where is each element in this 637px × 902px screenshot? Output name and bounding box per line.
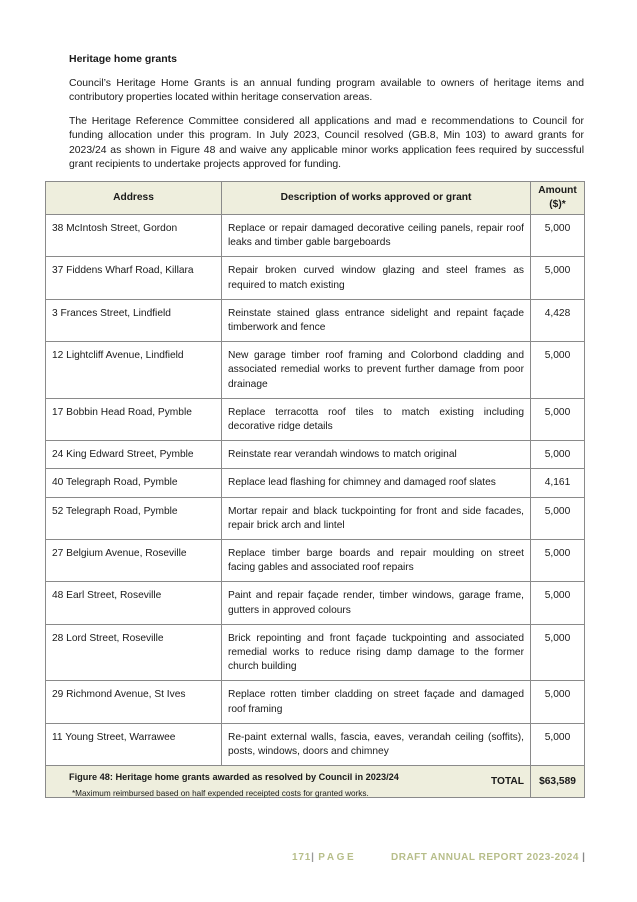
description-cell: Mortar repair and black tuckpointing for front and side facades, repair brick arch and lintel <box>222 497 531 539</box>
table-body <box>46 215 585 766</box>
description-cell: Brick repointing and front façade tuckpointing and associated remedial works to reduce rising damp damage to the former church building <box>222 624 531 681</box>
address-cell: 38 McIntosh Street, Gordon <box>46 215 222 257</box>
table-row <box>46 441 585 469</box>
table-row <box>46 469 585 497</box>
table-row <box>46 342 585 399</box>
page-number-footer <box>292 852 356 863</box>
address-cell: 24 King Edward Street, Pymble <box>46 441 222 469</box>
amount-cell: 5,000 <box>531 497 585 539</box>
amount-cell: 5,000 <box>531 398 585 440</box>
address-cell: 17 Bobbin Head Road, Pymble <box>46 398 222 440</box>
page-label: PAGE <box>318 852 357 863</box>
table-row <box>46 398 585 440</box>
description-cell: Reinstate stained glass entrance sidelight and repaint façade timberwork and fence <box>222 299 531 341</box>
description-cell: Replace or repair damaged decorative ceiling panels, repair roof leaks and timber gable bargeboards <box>222 215 531 257</box>
total-label: TOTAL <box>46 766 531 798</box>
address-cell: 11 Young Street, Warrawee <box>46 723 222 765</box>
report-title-footer <box>391 852 585 863</box>
table-row <box>46 681 585 723</box>
address-cell: 12 Lightcliff Avenue, Lindfield <box>46 342 222 399</box>
address-cell: 3 Frances Street, Lindfield <box>46 299 222 341</box>
report-separator: | <box>582 852 586 863</box>
table-header-row <box>46 182 585 215</box>
amount-cell: 5,000 <box>531 441 585 469</box>
table-row <box>46 257 585 299</box>
description-cell: Replace lead flashing for chimney and damaged roof slates <box>222 469 531 497</box>
amount-column-header: Amount ($)* <box>531 182 585 215</box>
address-cell: 37 Fiddens Wharf Road, Killara <box>46 257 222 299</box>
table-row <box>46 497 585 539</box>
address-cell: 52 Telegraph Road, Pymble <box>46 497 222 539</box>
table-row <box>46 582 585 624</box>
table-row <box>46 723 585 765</box>
table-row <box>46 215 585 257</box>
report-title: DRAFT ANNUAL REPORT 2023-2024 <box>391 852 579 863</box>
total-amount: $63,589 <box>531 766 585 798</box>
footnote: *Maximum reimbursed based on half expended receipted costs for granted works. <box>72 789 369 798</box>
address-cell: 28 Lord Street, Roseville <box>46 624 222 681</box>
description-column-header: Description of works approved or grant <box>222 182 531 215</box>
page-separator: | <box>311 852 315 863</box>
intro-paragraph: Council’s Heritage Home Grants is an annual funding program available to owners of heritage items and contributory properties located within heritage conservation areas. <box>69 78 584 104</box>
address-cell: 29 Richmond Avenue, St Ives <box>46 681 222 723</box>
description-cell: Replace terracotta roof tiles to match existing including decorative ridge details <box>222 398 531 440</box>
figure-caption: Figure 48: Heritage home grants awarded as resolved by Council in 2023/24 <box>69 772 399 782</box>
amount-cell: 5,000 <box>531 257 585 299</box>
table-row <box>46 299 585 341</box>
amount-cell: 5,000 <box>531 540 585 582</box>
description-cell: Reinstate rear verandah windows to match original <box>222 441 531 469</box>
address-cell: 48 Earl Street, Roseville <box>46 582 222 624</box>
description-cell: New garage timber roof framing and Colorbond cladding and associated remedial works to prevent further damage from poor drainage <box>222 342 531 399</box>
table-row <box>46 624 585 681</box>
description-cell: Replace timber barge boards and repair moulding on street facing gables and associated roof repairs <box>222 540 531 582</box>
description-cell: Repair broken curved window glazing and steel frames as required to match existing <box>222 257 531 299</box>
amount-cell: 5,000 <box>531 215 585 257</box>
grants-table <box>45 181 585 798</box>
amount-cell: 5,000 <box>531 582 585 624</box>
description-cell: Re-paint external walls, fascia, eaves, verandah ceiling (soffits), posts, windows, doors and chimney <box>222 723 531 765</box>
address-cell: 27 Belgium Avenue, Roseville <box>46 540 222 582</box>
committee-paragraph: The Heritage Reference Committee considered all applications and mad e recommendations to Council for funding allocation under this program. In July 2023, Council resolved (GB.8, Min 103) to award grants for 2023/24 as shown in Figure 48 and waive any applicable minor works application fees required by successful grant recipients to undertake projects approved for funding. <box>69 116 584 170</box>
address-cell: 40 Telegraph Road, Pymble <box>46 469 222 497</box>
amount-cell: 5,000 <box>531 681 585 723</box>
amount-cell: 4,428 <box>531 299 585 341</box>
address-column-header: Address <box>46 182 222 215</box>
description-cell: Paint and repair façade render, timber windows, garage frame, gutters in approved colours <box>222 582 531 624</box>
amount-cell: 5,000 <box>531 624 585 681</box>
amount-cell: 5,000 <box>531 723 585 765</box>
amount-cell: 5,000 <box>531 342 585 399</box>
amount-cell: 4,161 <box>531 469 585 497</box>
section-heading: Heritage home grants <box>69 53 177 65</box>
description-cell: Replace rotten timber cladding on street façade and damaged roof framing <box>222 681 531 723</box>
page-number: 171 <box>292 852 312 863</box>
table-row <box>46 540 585 582</box>
